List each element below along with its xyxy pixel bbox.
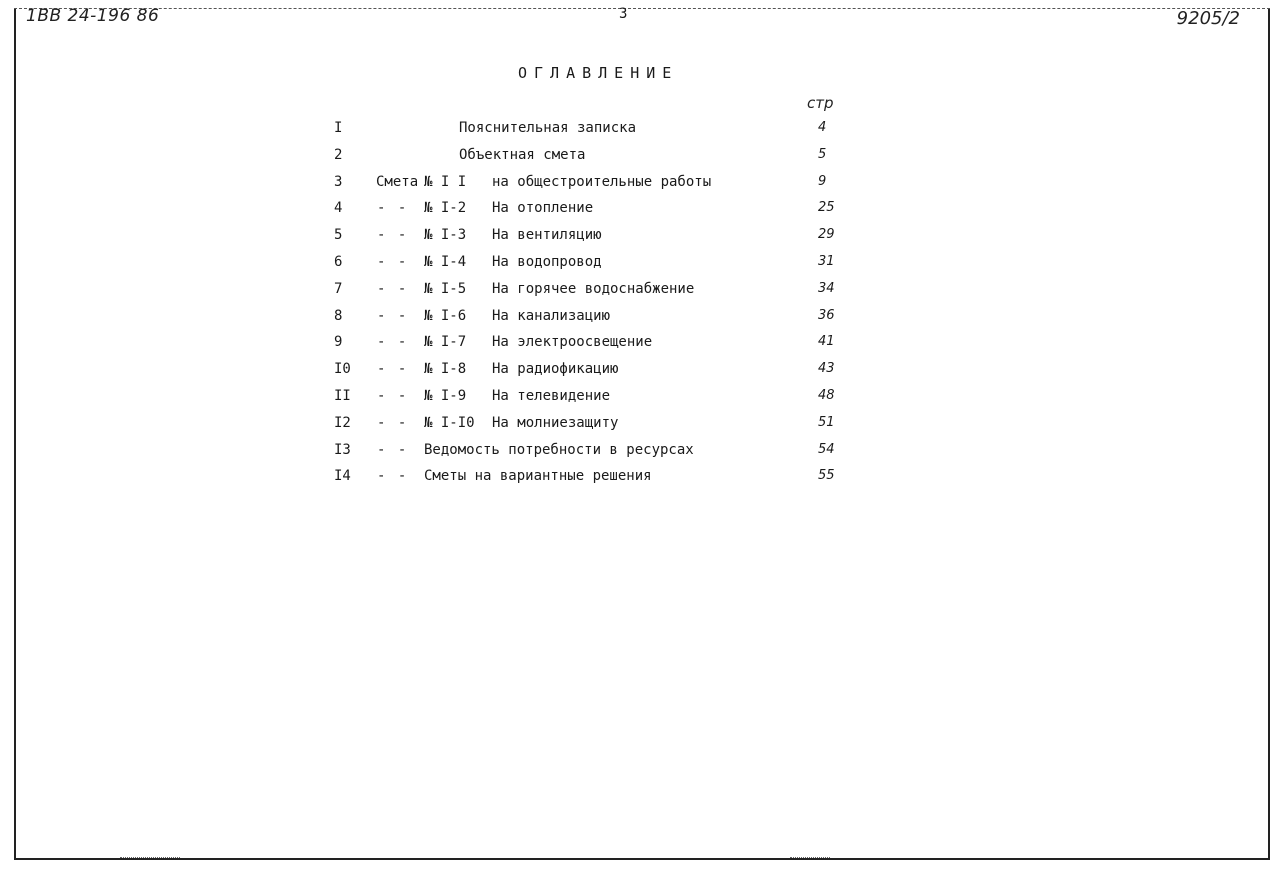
toc-title: На канализацию	[492, 307, 611, 324]
toc-page: 9	[818, 173, 827, 189]
toc-row	[0, 334, 1280, 360]
toc-page: 43	[818, 361, 835, 377]
toc-row	[0, 442, 1280, 468]
toc-title: На радиофикацию	[492, 361, 619, 378]
toc-row	[0, 200, 1280, 226]
toc-ditto: - -	[377, 388, 409, 404]
page-title: ОГЛАВЛЕНИЕ	[518, 64, 679, 82]
toc-estimate-code: № I-4	[424, 254, 467, 270]
toc-row	[0, 147, 1280, 173]
toc-number: 6	[334, 254, 343, 270]
toc-page: 31	[818, 254, 835, 269]
toc-number: 7	[334, 280, 343, 297]
toc-ditto: - -	[377, 227, 409, 244]
toc-ditto: - -	[377, 280, 409, 297]
toc-row	[0, 361, 1280, 387]
toc-number: I0	[334, 361, 351, 378]
toc-title: Ведомость потребности в ресурсах	[424, 441, 694, 458]
toc-page: 29	[818, 227, 835, 243]
toc-row	[0, 281, 1280, 307]
toc-title: На отопление	[492, 200, 594, 217]
toc-title: На водопровод	[492, 254, 602, 270]
toc-ditto: - -	[377, 361, 409, 378]
page-number: 3	[619, 6, 628, 22]
toc-title: На молниезащиту	[492, 414, 619, 431]
toc-title: Пояснительная записка	[459, 120, 637, 136]
toc-title: На электроосвещение	[492, 334, 653, 351]
toc-page: 4	[818, 120, 827, 135]
toc-page: 55	[818, 468, 835, 484]
toc-prefix: Смета	[376, 173, 419, 190]
toc-page: 25	[818, 200, 835, 216]
toc-title: Сметы на вариантные решения	[424, 468, 652, 485]
toc-number: I4	[334, 468, 351, 485]
toc-title: на общестроительные работы	[492, 173, 712, 190]
toc-page: 54	[818, 441, 835, 457]
toc-row	[0, 120, 1280, 146]
toc-title: На вентиляцию	[492, 227, 602, 244]
scan-mark	[120, 857, 180, 858]
toc-ditto: - -	[377, 441, 409, 458]
toc-number: 3	[334, 173, 343, 190]
toc-ditto: - -	[377, 414, 409, 431]
toc-number: 8	[334, 307, 343, 324]
toc-row	[0, 308, 1280, 334]
page-column-label: стр	[807, 94, 834, 112]
toc-number: 2	[334, 146, 343, 163]
toc-estimate-code: № I-5	[424, 280, 467, 297]
toc-row	[0, 227, 1280, 253]
page-border-top	[14, 8, 1270, 9]
toc-estimate-code: № I-6	[424, 307, 467, 324]
toc-number: I3	[334, 441, 351, 458]
toc-ditto: - -	[377, 334, 409, 351]
toc-page: 5	[818, 146, 827, 162]
toc-ditto: - -	[377, 200, 409, 217]
toc-estimate-code: № I I	[424, 173, 467, 190]
toc-estimate-code: № I-I0	[424, 414, 475, 431]
toc-page: 41	[818, 334, 835, 350]
toc-number: I2	[334, 414, 351, 431]
toc-ditto: - -	[377, 254, 409, 270]
toc-row	[0, 174, 1280, 200]
scan-mark	[790, 857, 830, 858]
toc-ditto: - -	[377, 307, 409, 324]
toc-page: 34	[818, 280, 835, 296]
toc-row	[0, 415, 1280, 441]
toc-row	[0, 254, 1280, 280]
toc-page: 36	[818, 307, 835, 323]
toc-number: I	[334, 120, 343, 136]
toc-ditto: - -	[377, 468, 409, 485]
document-code: 1ВВ 24-196 86	[26, 6, 160, 26]
toc-estimate-code: № I-7	[424, 334, 467, 351]
toc-page: 48	[818, 388, 835, 403]
document-number: 9205/2	[1176, 8, 1240, 29]
toc-number: II	[334, 388, 351, 404]
toc-row	[0, 388, 1280, 414]
toc-page: 51	[818, 414, 835, 430]
toc-title: На горячее водоснабжение	[492, 280, 695, 297]
toc-number: 9	[334, 334, 343, 351]
toc-number: 4	[334, 200, 343, 217]
toc-title: Объектная смета	[459, 146, 586, 163]
toc-number: 5	[334, 227, 343, 244]
toc-title: На телевидение	[492, 388, 611, 404]
toc-estimate-code: № I-2	[424, 200, 467, 217]
toc-estimate-code: № I-9	[424, 388, 467, 404]
toc-estimate-code: № I-8	[424, 361, 467, 378]
toc-row	[0, 468, 1280, 494]
toc-estimate-code: № I-3	[424, 227, 467, 244]
